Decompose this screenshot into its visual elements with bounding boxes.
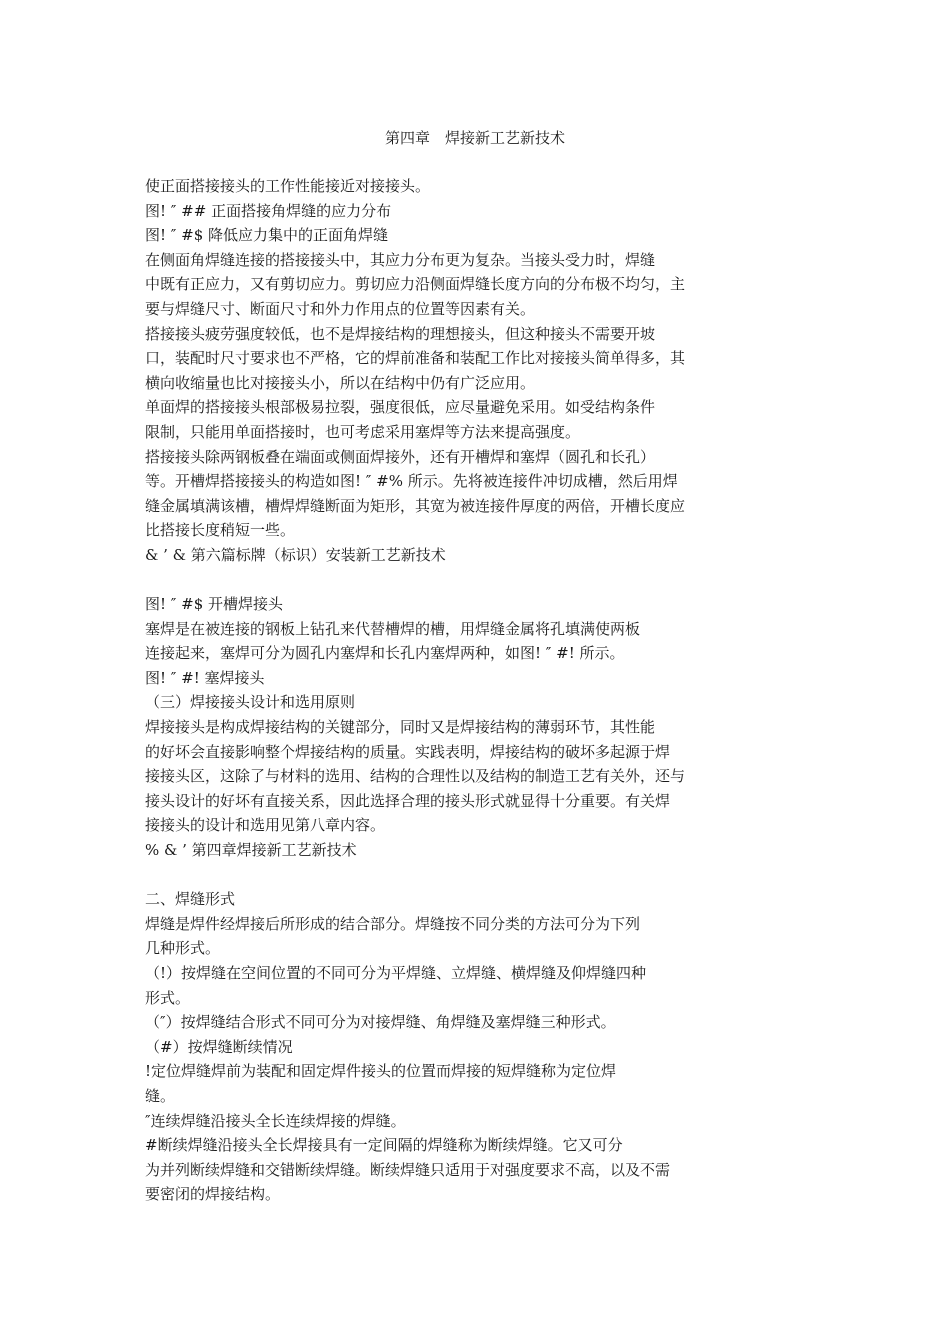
text-line: 接接头的设计和选用见第八章内容。 [145,816,386,835]
text-line: !定位焊缝焊前为装配和固定焊件接头的位置而焊接的短焊缝称为定位焊 [145,1062,617,1081]
text-line: 几种形式。 [145,939,221,958]
text-line: 缝。 [145,1086,176,1105]
text-line: 限制，只能用单面搭接时，也可考虑采用塞焊等方法来提高强度。 [145,422,581,441]
text-line: （″）按焊缝结合形式不同可分为对接焊缝、角焊缝及塞焊缝三种形式。 [145,1013,616,1032]
text-line: 单面焊的搭接接头根部极易拉裂，强度很低，应尽量避免采用。如受结构条件 [145,398,656,417]
section-heading: （三）焊接接头设计和选用原则 [145,693,356,712]
text-line: 焊缝是焊件经焊接后所形成的结合部分。焊缝按不同分类的方法可分为下列 [145,914,641,933]
text-line: 搭接接头除两钢板叠在端面或侧面焊接外，还有开槽焊和塞焊（圆孔和长孔） [145,447,656,466]
text-line: 接接头区，这除了与材料的选用、结构的合理性以及结构的制造工艺有关外，还与 [145,767,686,786]
body-text [145,174,785,1207]
text-line: 连接起来，塞焊可分为圆孔内塞焊和长孔内塞焊两种，如图! ″ #! 所示。 [145,644,625,663]
text-line: 横向收缩量也比对接接头小，所以在结构中仍有广泛应用。 [145,373,536,392]
text-line: #断续焊缝沿接头全长焊接具有一定间隔的焊缝称为断续焊缝。它又可分 [145,1136,623,1155]
blank-line [145,568,785,593]
text-line: 焊接接头是构成焊接结构的关键部分，同时又是焊接结构的薄弱环节，其性能 [145,718,656,737]
text-line: 的好坏会直接影响整个焊接结构的质量。实践表明，焊接结构的破坏多起源于焊 [145,742,671,761]
text-line: （!）按焊缝在空间位置的不同可分为平焊缝、立焊缝、横焊缝及仰焊缝四种 [145,964,647,982]
text-line: 比搭接长度稍短一些。 [145,521,296,540]
section-heading: 二、焊缝形式 [145,890,236,909]
text-line: 使正面搭接接头的工作性能接近对接接头。 [145,177,431,195]
text-line: 缝金属填满该槽，槽焊焊缝断面为矩形，其宽为被连接件厚度的两倍，开槽长度应 [145,496,686,515]
text-line: 为并列断续焊缝和交错断续焊缝。断续焊缝只适用于对强度要求不高，以及不需 [145,1160,671,1179]
figure-caption: 图! ″ #! 塞焊接头 [145,668,265,687]
figure-caption: 图! ″ #$ 降低应力集中的正面角焊缝 [145,226,389,245]
text-line: 接头设计的好坏有直接关系，因此选择合理的接头形式就显得十分重要。有关焊 [145,791,671,810]
running-header: & ’ & 第六篇标牌（标识）安装新工艺新技术 [145,545,446,564]
text-line: 等。开槽焊搭接接头的构造如图! ″ #% 所示。先将被连接件冲切成槽，然后用焊 [145,472,678,491]
figure-caption: 图! ″ ## 正面搭接角焊缝的应力分布 [145,201,392,220]
text-line: 搭接接头疲劳强度较低，也不是焊接结构的理想接头，但这种接头不需要开坡 [145,324,656,343]
text-line: 口，装配时尺寸要求也不严格，它的焊前准备和装配工作比对接接头简单得多，其 [145,349,686,368]
text-line: 要密闭的焊接结构。 [145,1185,281,1204]
text-line: 中既有正应力，又有剪切应力。剪切应力沿侧面焊缝长度方向的分布极不均匀，主 [145,275,686,294]
text-line: ″连续焊缝沿接头全长连续焊接的焊缝。 [145,1111,406,1130]
text-line: 塞焊是在被连接的钢板上钻孔来代替槽焊的槽，用焊缝金属将孔填满使两板 [145,619,641,638]
blank-line [145,863,785,888]
text-line: 要与焊缝尺寸、断面尺寸和外力作用点的位置等因素有关。 [145,299,536,318]
text-line: 形式。 [145,988,191,1007]
running-header: % & ’ 第四章焊接新工艺新技术 [145,841,357,860]
figure-caption: 图! ″ #$ 开槽焊接头 [145,595,284,614]
text-line: 在侧面角焊缝连接的搭接接头中，其应力分布更为复杂。当接头受力时，焊缝 [145,250,656,269]
text-line: （#）按焊缝断续情况 [145,1037,293,1056]
page-header: 第四章 焊接新工艺新技术 [384,129,565,147]
